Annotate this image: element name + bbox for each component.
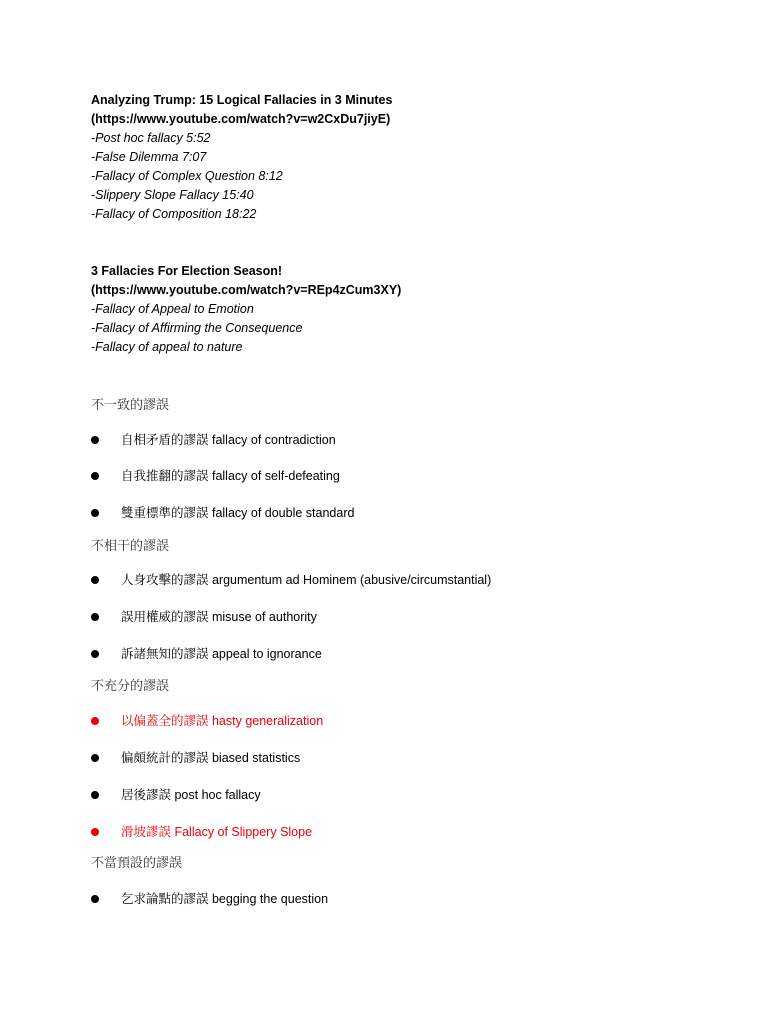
fallacy-item: -Fallacy of Appeal to Emotion xyxy=(91,302,254,316)
bullet-icon xyxy=(91,436,99,444)
video-section-1 xyxy=(91,91,392,224)
bullet-text: 偏頗統計的謬誤 biased statistics xyxy=(121,751,301,765)
category-heading: 不充分的謬誤 xyxy=(91,679,170,694)
bullet-icon xyxy=(91,717,99,725)
fallacy-item: -Fallacy of Affirming the Consequence xyxy=(91,321,303,335)
bullet-text: 誤用權威的謬誤 misuse of authority xyxy=(121,610,317,624)
category-heading: 不一致的謬誤 xyxy=(91,398,170,413)
video-url[interactable]: (https://www.youtube.com/watch?v=w2CxDu7jiyE) xyxy=(91,112,391,126)
bullet-text: 雙重標準的謬誤 fallacy of double standard xyxy=(121,506,355,520)
fallacy-timestamp-item: -False Dilemma 7:07 xyxy=(91,150,207,164)
bullet-icon xyxy=(91,613,99,621)
bullet-text: 自相矛盾的謬誤 fallacy of contradiction xyxy=(121,433,336,447)
fallacy-timestamp-item: -Fallacy of Complex Question 8:12 xyxy=(91,169,283,183)
bullet-icon xyxy=(91,509,99,517)
bullet-text: 居後謬誤 post hoc fallacy xyxy=(121,788,261,802)
bullet-text: 以偏蓋全的謬誤 hasty generalization xyxy=(121,714,324,728)
bullet-icon xyxy=(91,472,99,480)
video-url[interactable]: (https://www.youtube.com/watch?v=REp4zCum3XY) xyxy=(91,283,402,297)
bullet-icon xyxy=(91,650,99,658)
bullet-icon xyxy=(91,895,99,903)
bullet-icon xyxy=(91,576,99,584)
fallacy-timestamp-item: -Fallacy of Composition 18:22 xyxy=(91,207,257,221)
category-heading: 不相干的謬誤 xyxy=(91,539,170,554)
bullet-icon xyxy=(91,828,99,836)
bullet-icon xyxy=(91,754,99,762)
bullet-text: 人身攻擊的謬誤 argumentum ad Hominem (abusive/circumstantial) xyxy=(121,573,492,587)
fallacy-timestamp-item: -Post hoc fallacy 5:52 xyxy=(91,131,211,145)
bullet-text: 訴諸無知的謬誤 appeal to ignorance xyxy=(121,647,322,661)
video-section-2 xyxy=(91,262,401,357)
bullet-icon xyxy=(91,791,99,799)
fallacy-timestamp-item: -Slippery Slope Fallacy 15:40 xyxy=(91,188,254,202)
bullet-text: 自我推翻的謬誤 fallacy of self-defeating xyxy=(121,469,340,483)
category-heading: 不當預設的謬誤 xyxy=(91,856,183,871)
bullet-text: 乞求論點的謬誤 begging the question xyxy=(121,892,329,906)
fallacy-item: -Fallacy of appeal to nature xyxy=(91,340,243,354)
video-title: Analyzing Trump: 15 Logical Fallacies in 3 Minutes xyxy=(91,93,393,107)
video-title: 3 Fallacies For Election Season! xyxy=(91,264,283,278)
bullet-text: 滑坡謬誤 Fallacy of Slippery Slope xyxy=(121,825,313,839)
